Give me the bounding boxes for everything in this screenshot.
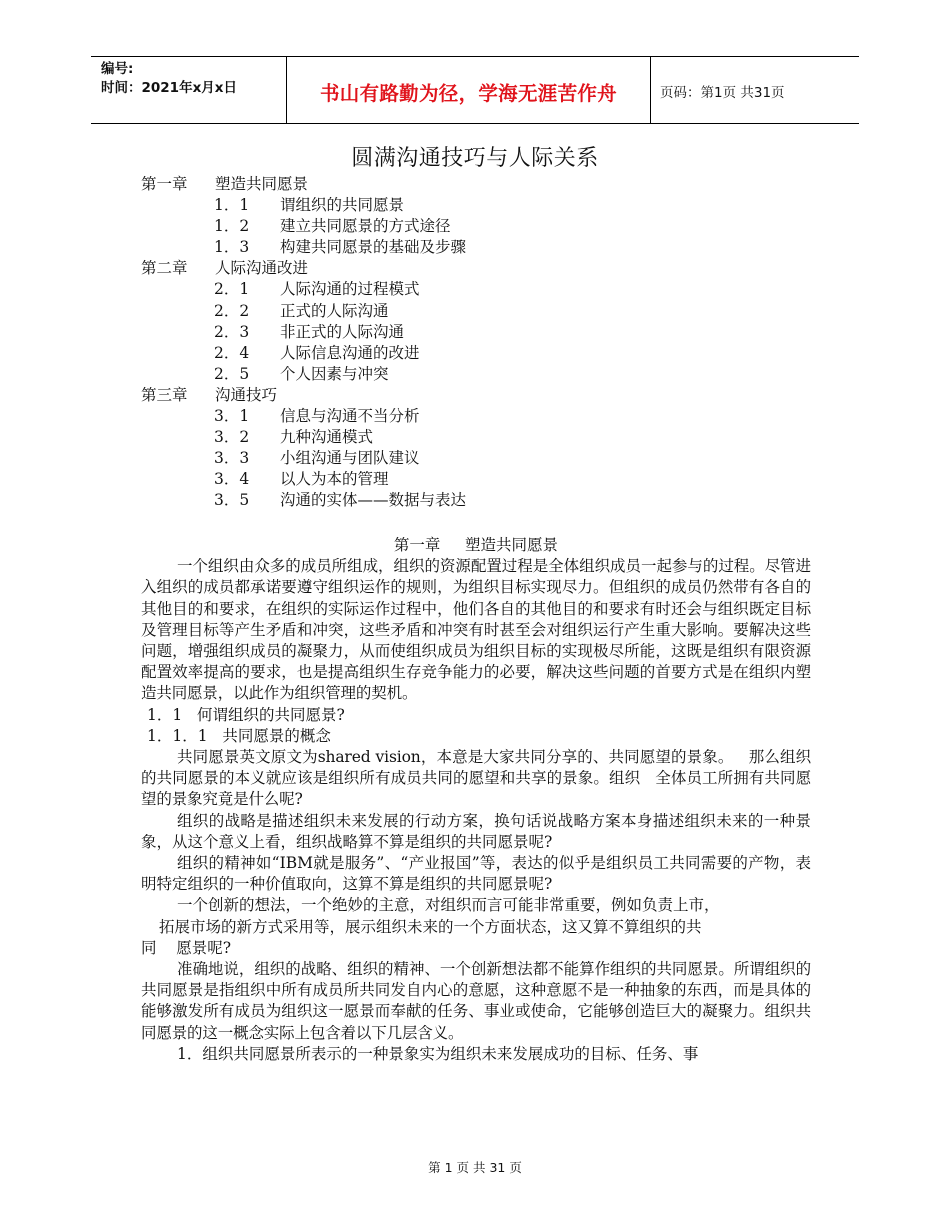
header-page-info: 页码：第1页 共31页 <box>660 85 785 101</box>
paragraph-line: 一个创新的想法，一个绝妙的主意，对组织而言可能非常重要，例如负责上市， <box>177 896 720 915</box>
toc-section <box>141 343 841 364</box>
toc-section <box>141 448 841 469</box>
toc-number: 第一章 <box>141 175 188 193</box>
toc-section <box>141 469 841 490</box>
toc-number: 3．3 <box>214 449 250 468</box>
header-divider <box>650 57 651 123</box>
toc-number: 第二章 <box>141 259 188 278</box>
toc-text: 人际信息沟通的改进 <box>280 343 420 362</box>
toc-number: 1．3 <box>214 238 250 257</box>
chapter-heading: 第一章 塑造共同愿景 <box>393 536 559 554</box>
toc-text: 建立共同愿景的方式途径 <box>280 217 451 236</box>
paragraph: 1．组织共同愿景所表示的一种景象实为组织未来发展成功的目标、任务、事 <box>177 1044 699 1063</box>
toc-section <box>141 195 841 216</box>
paragraph: 一个组织由众多的成员所组成，组织的资源配置过程是全体组织成员一起参与的过程。尽管进入组织的成员都承诺要遵守组织运作的规则，为组织目标实现尽力。但组织的成员仍然带有各自的其他目的和要求，在组织的实际运作过程中，他们各自的其他目的和要求有时还会与组织既定目标及管理目标等产生矛盾和冲突，这些矛盾和冲突有时甚至会对组织运行产生重大影响。要解决这些问题，增强组织成员的凝聚力，从而使组织成员为组织目标的实现极尽所能，这既是组织有限资源配置效率提高的要求，也是提高组织生存竞争能力的必要，解决这些问题的首要方式是在组织内塑造共同愿景，以此作为组织管理的契机。 <box>141 557 811 703</box>
toc-section <box>141 301 841 322</box>
toc-section <box>141 322 841 343</box>
toc-text: 沟通的实体——数据与表达 <box>280 491 467 510</box>
subsection-heading: 1．1．1 共同愿景的概念 <box>147 726 331 745</box>
toc-text: 人际沟通的过程模式 <box>280 280 420 299</box>
toc-number: 3．1 <box>214 407 250 426</box>
toc-text: 正式的人际沟通 <box>280 301 389 320</box>
toc-chapter <box>141 174 841 195</box>
header-meta <box>101 60 237 98</box>
toc-number: 3．2 <box>214 428 250 447</box>
toc-section <box>141 364 841 385</box>
toc-number: 2．5 <box>214 364 250 383</box>
toc-number: 3．4 <box>214 470 250 489</box>
toc-section <box>141 490 841 511</box>
paragraph: 组织的战略是描述组织未来发展的行动方案，换句话说战略方案本身描述组织未来的一种景象，从这个意义上看，组织战略算不算是组织的共同愿景呢? <box>141 811 811 851</box>
toc-text: 塑造共同愿景 <box>215 175 309 193</box>
toc-section <box>141 216 841 237</box>
time-label: 时间：2021年x月x日 <box>101 80 237 96</box>
toc-section <box>141 406 841 427</box>
document-header <box>91 56 859 124</box>
header-motto: 书山有路勤为径，学海无涯苦作舟 <box>319 82 617 105</box>
toc-section <box>141 279 841 300</box>
toc-text: 沟通技巧 <box>215 385 278 404</box>
toc-text: 谓组织的共同愿景 <box>280 196 405 215</box>
toc-text: 小组沟通与团队建议 <box>280 449 420 468</box>
paragraph: 准确地说，组织的战略、组织的精神、一个创新想法都不能算作组织的共同愿景。所谓组织的共同愿景是指组织中所有成员所共同发自内心的意愿，这种意愿不是一种抽象的东西，而是具体的能够激发所有成员为组织这一愿景而奉献的任务、事业或使命，它能够创造巨大的凝聚力。组织共同愿景的这一概念实际上包含着以下几层含义。 <box>141 960 811 1042</box>
page-footer: 第 1 页 共 31 页 <box>428 1160 522 1175</box>
toc-chapter <box>141 385 841 406</box>
toc-number: 1．2 <box>214 217 250 236</box>
toc-number: 2．2 <box>214 301 250 320</box>
document-body <box>141 535 811 1065</box>
toc-text: 构建共同愿景的基础及步骤 <box>280 238 467 257</box>
toc-number: 2．3 <box>214 322 250 341</box>
toc-text: 人际沟通改进 <box>215 259 309 278</box>
toc-number: 3．5 <box>214 491 250 510</box>
table-of-contents <box>141 174 841 512</box>
toc-text: 以人为本的管理 <box>280 470 389 489</box>
toc-number: 第三章 <box>141 385 188 404</box>
toc-number: 2．1 <box>214 280 250 299</box>
number-label: 编号: <box>101 61 134 77</box>
paragraph: 共同愿景英文原文为shared vision，本意是大家共同分享的、共同愿望的景象。 那么组织的共同愿景的本义就应该是组织所有成员共同的愿望和共享的景象。组织 全体员工所拥有共同愿望的景象究竟是什么呢? <box>141 747 811 809</box>
toc-number: 1．1 <box>214 196 250 215</box>
toc-text: 个人因素与冲突 <box>280 364 389 383</box>
paragraph-line: 同 愿景呢? <box>141 938 232 957</box>
section-heading: 1．1 何谓组织的共同愿景? <box>147 705 345 724</box>
toc-text: 信息与沟通不当分析 <box>280 407 420 426</box>
paragraph-line: 拓展市场的新方式采用等，展示组织未来的一个方面状态，这又算不算组织的共 <box>159 917 702 936</box>
toc-number: 2．4 <box>214 343 250 362</box>
toc-chapter <box>141 258 841 279</box>
paragraph: 组织的精神如“IBM就是服务”、“产业报国”等，表达的似乎是组织员工共同需要的产物，表明特定组织的一种价值取向，这算不算是组织的共同愿景呢? <box>141 854 811 894</box>
toc-text: 非正式的人际沟通 <box>280 322 405 341</box>
document-title: 圆满沟通技巧与人际关系 <box>351 146 599 171</box>
toc-text: 九种沟通模式 <box>280 428 374 447</box>
toc-section <box>141 237 841 258</box>
toc-section <box>141 427 841 448</box>
